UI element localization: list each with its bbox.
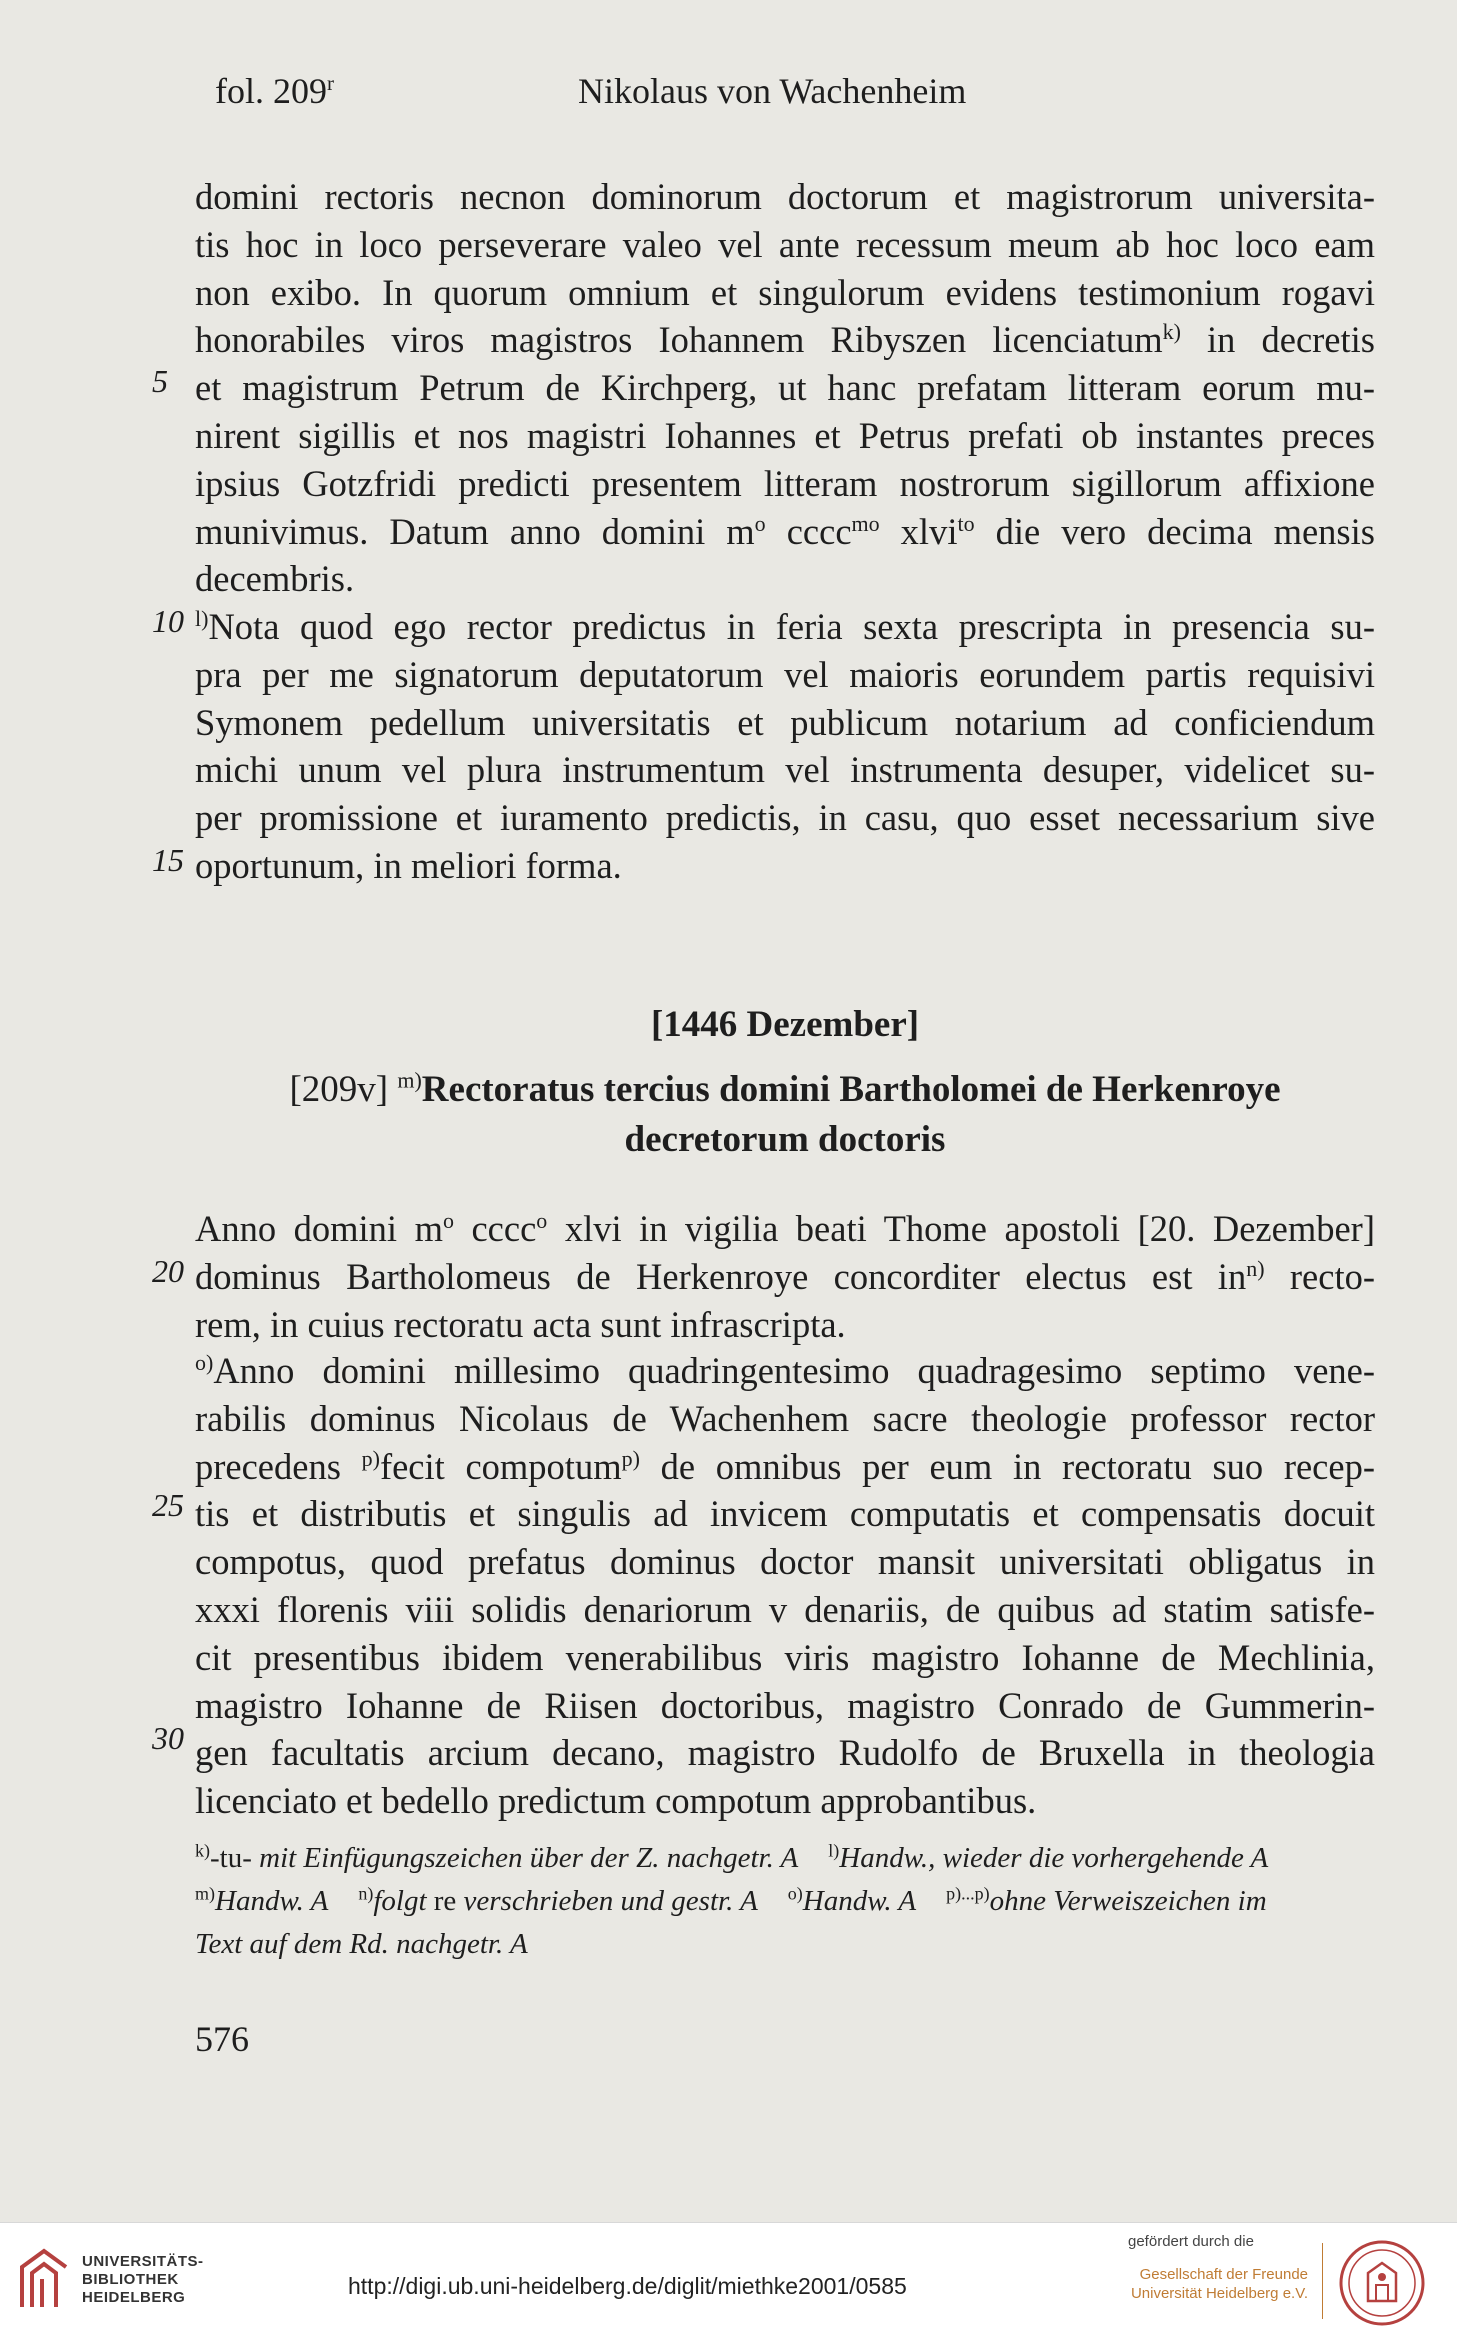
text-line: magistro Iohanne de Riisen doctoribus, magistro Conrado de Gummerin-	[195, 1684, 1375, 1726]
footnote-line: Text auf dem Rd. nachgetr. A	[195, 1928, 528, 1960]
text-line: honorabiles viros magistros Iohannem Ribyszen licenciatum$^{k)}$ in decretis	[195, 319, 1375, 361]
footnote-apparatus	[195, 1837, 1375, 1966]
text-line: tis hoc in loco perseverare valeo vel ante recessum meum ab hoc loco eam	[195, 223, 1375, 265]
library-name: UNIVERSITÄTS- BIBLIOTHEK HEIDELBERG	[82, 2253, 204, 2306]
source-url-link[interactable]: http://digi.ub.uni-heidelberg.de/diglit/miethke2001/0585	[348, 2273, 907, 2299]
text-line: non exibo. In quorum omnium et singulorum evidens testimonium rogavi	[195, 271, 1375, 313]
line-number: 15	[152, 842, 184, 878]
library-logo-icon	[18, 2247, 70, 2311]
section-heading-line-2: decretorum doctoris	[624, 1119, 946, 1160]
paragraph-1	[195, 173, 1375, 603]
footnote-line: $^{m)}$Handw. A $^{n)}$folgt re verschrieben und gestr. A $^{o)}$Handw. A $^{p)...p)}$ohne Verweiszeichen im	[195, 1883, 1267, 1917]
text-line: cit presentibus ibidem venerabilibus viris magistro Iohanne de Mechlinia,	[195, 1636, 1375, 1678]
text-line: xxxi florenis viii solidis denariorum v denariis, de quibus ad statim satisfe-	[195, 1588, 1375, 1630]
footnote-marker: k)	[1162, 319, 1181, 345]
text-line: rem, in cuius rectoratu acta sunt infrascripta.	[195, 1303, 846, 1345]
text-line: Anno domini $m^o$ cccc$^o$ xlvi in vigilia beati Thome apostoli [20. Dezember]	[195, 1207, 1375, 1249]
text-line: pra per me signatorum deputatorum vel maioris eorundem partis requisivi	[195, 653, 1375, 695]
section-heading: [209v] $^{m)}$Rectoratus tercius domini Bartholomei de Herkenroye	[289, 1067, 1281, 1110]
text-line: munivimus. Datum anno domini $m^o$ cccc$^{mo}$ xlvi$^{to}$ die vero decima mensis	[195, 510, 1375, 552]
text-line: rabilis dominus Nicolaus de Wachenhem sacre theologie professor rector	[195, 1397, 1375, 1439]
paragraph-4	[195, 1347, 1375, 1825]
line-number: 25	[152, 1487, 184, 1523]
text-line: Symonem pedellum universitatis et publicum notarium ad conficiendum	[195, 701, 1375, 743]
text-line: domini rectoris necnon dominorum doctorum et magistrorum universita-	[195, 176, 1375, 217]
date-heading: [1446 Dezember]	[650, 1004, 920, 1045]
text-line: nirent sigillis et nos magistri Iohannes et Petrus prefati ob instantes preces	[195, 414, 1375, 456]
footnote-marker: o)	[195, 1349, 214, 1375]
text-line: per promissione et iuramento predictis, in casu, quo esset necessarium sive	[195, 797, 1375, 839]
text-line: ipsius Gotzfridi predicti presentem litteram nostrorum sigillorum affixione	[195, 462, 1375, 504]
line-number: 5	[152, 363, 168, 399]
university-seal-icon	[1338, 2239, 1426, 2327]
text-line: decembris.	[195, 558, 355, 600]
text-line: tis et distributis et singulis ad invicem computatis et compensatis docuit	[195, 1493, 1375, 1535]
sponsor-name: Gesellschaft der Freunde Universität Heidelberg e.V.	[1130, 2266, 1308, 2302]
sponsor-divider	[1322, 2243, 1323, 2319]
footnote-marker: l)	[195, 605, 209, 631]
text-line: michi unum vel plura instrumentum vel instrumenta desuper, videlicet su-	[195, 749, 1375, 791]
sponsor-label: gefördert durch die	[1128, 2233, 1254, 2250]
footnote-line: $^{k)}$-tu- mit Einfügungszeichen über der Z. nachgetr. A $^{l)}$Handw., wieder die vorhergehende A	[195, 1840, 1269, 1874]
text-line: precedens $^{p)}$fecit compotum$^{p)}$ de omnibus per eum in rectoratu suo recep-	[195, 1445, 1375, 1487]
line-number: 20	[152, 1253, 184, 1289]
text-line: $^{o)}$Anno domini millesimo quadringentesimo quadragesimo septimo vene-	[195, 1349, 1375, 1391]
text-line: licenciato et bedello predictum compotum approbantibus.	[195, 1780, 1037, 1822]
text-line: dominus Bartholomeus de Herkenroye concorditer electus est $in^{n)}$ recto-	[195, 1255, 1375, 1297]
text-line: compotus, quod prefatus dominus doctor mansit universitati obligatus in	[195, 1541, 1375, 1583]
digitization-footer	[0, 2222, 1457, 2331]
folio-label: fol. 209$^r$	[215, 71, 334, 111]
running-head	[0, 70, 1457, 120]
footnote-marker: n)	[1246, 1255, 1265, 1281]
text-line: $^{l)}$Nota quod ego rector predictus in feria sexta prescripta in presencia su-	[195, 605, 1375, 647]
running-head-title: Nikolaus von Wachenheim	[578, 71, 967, 111]
line-number: 10	[152, 603, 184, 639]
page-number: 576	[195, 2019, 249, 2059]
line-number: 30	[152, 1720, 184, 1756]
text-line: oportunum, in meliori forma.	[195, 844, 622, 886]
text-line: gen facultatis arcium decano, magistro Rudolfo de Bruxella in theologia	[195, 1732, 1375, 1774]
paragraph-3	[195, 1205, 1375, 1348]
text-line: et magistrum Petrum de Kirchperg, ut hanc prefatam litteram eorum mu-	[195, 367, 1375, 409]
paragraph-2	[195, 603, 1375, 890]
